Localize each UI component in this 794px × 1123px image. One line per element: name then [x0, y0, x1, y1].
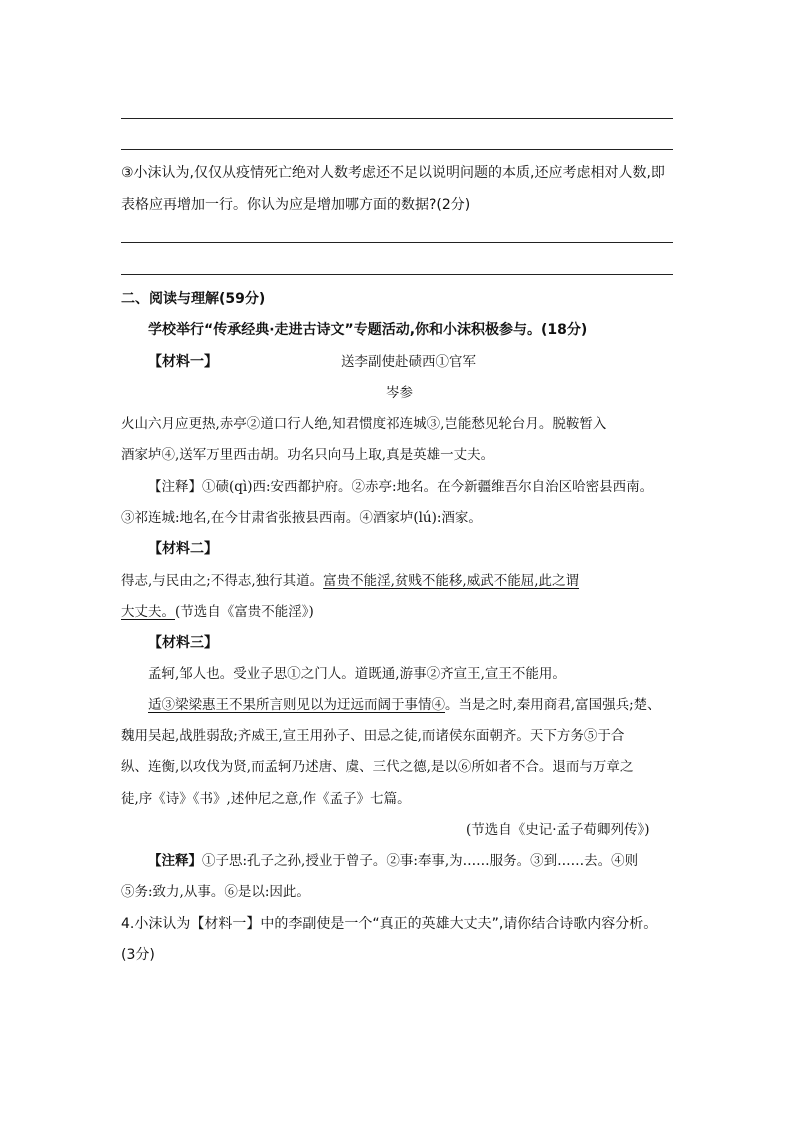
material-3-text: 徒,序《诗》《书》,述仲尼之意,作《孟子》七篇。	[121, 791, 411, 807]
poem-title: 送李副使赴碛西①官军	[341, 354, 476, 370]
underlined-sentence: 富贵不能淫,贫贱不能移,威武不能屈,此之谓	[323, 573, 580, 589]
material-2-label: 【材料二】	[148, 541, 218, 557]
underlined-sentence: 适③梁梁惠王不果所言则见以为迂远而阔于事情④	[148, 697, 445, 713]
section-heading: 二、阅读与理解(59分)	[121, 291, 266, 307]
material-2-text: 得志,与民由之;不得志,独行其道。富贵不能淫,贫贱不能移,威武不能屈,此之谓	[121, 573, 580, 589]
answer-line	[121, 118, 673, 119]
material-1-label: 【材料一】	[148, 354, 218, 370]
question-4-text: (3分)	[121, 947, 155, 963]
material-3-label: 【材料三】	[148, 635, 218, 651]
answer-line	[121, 274, 673, 275]
material-3-source: (节选自《史记·孟子荀卿列传》)	[466, 822, 650, 838]
question-4-text: 4.小沫认为【材料一】中的李副使是一个“真正的英雄大丈夫”,请你结合诗歌内容分析。	[121, 916, 658, 932]
material-3-notes: ⑤务:致力,从事。⑥是以:因此。	[121, 884, 310, 900]
material-3-text: 纵、连衡,以攻伐为贤,而孟轲乃述唐、虞、三代之德,是以⑥所如者不合。退而与万章之	[121, 759, 634, 775]
material-1-notes: 【注释】①碛(qì)西:安西都护府。②赤亭:地名。在今新疆维吾尔自治区哈密县西南。	[148, 479, 654, 495]
answer-line	[121, 149, 673, 150]
material-3-text: 孟轲,邹人也。受业子思①之门人。道既通,游事②齐宣王,宣王不能用。	[148, 666, 566, 682]
question-3-text: 表格应再增加一行。你认为应是增加哪方面的数据?(2分)	[121, 197, 471, 213]
underlined-sentence: 大丈夫。	[121, 604, 175, 620]
material-3-text: 适③梁梁惠王不果所言则见以为迂远而阔于事情④。当是之时,秦用商君,富国强兵;楚、	[148, 697, 661, 713]
answer-line	[121, 242, 673, 243]
material-2-text: 大丈夫。(节选自《富贵不能淫》)	[121, 604, 314, 620]
material-1-notes: ③祁连城:地名,在今甘肃省张掖县西南。④酒家垆(lú):酒家。	[121, 510, 482, 526]
question-3-text: ③小沫认为,仅仅从疫情死亡绝对人数考虑还不足以说明问题的本质,还应考虑相对人数,即	[121, 165, 665, 181]
poem-text: 火山六月应更热,赤亭②道口行人绝,知君惯度祁连城③,岂能愁见轮台月。脱鞍暂入	[121, 416, 607, 432]
section-intro: 学校举行“传承经典·走进古诗文”专题活动,你和小沫积极参与。(18分)	[148, 322, 588, 338]
material-3-notes: 【注释】①子思:孔子之孙,授业于曾子。②事:奉事,为……服务。③到……去。④则	[148, 853, 639, 869]
poem-text: 酒家垆④,送军万里西击胡。功名只向马上取,真是英雄一丈夫。	[121, 447, 495, 463]
material-3-text: 魏用吴起,战胜弱敌;齐威王,宣王用孙子、田忌之徒,而诸侯东面朝齐。天下方务⑤于合	[121, 728, 625, 744]
poem-author: 岑参	[386, 385, 413, 401]
